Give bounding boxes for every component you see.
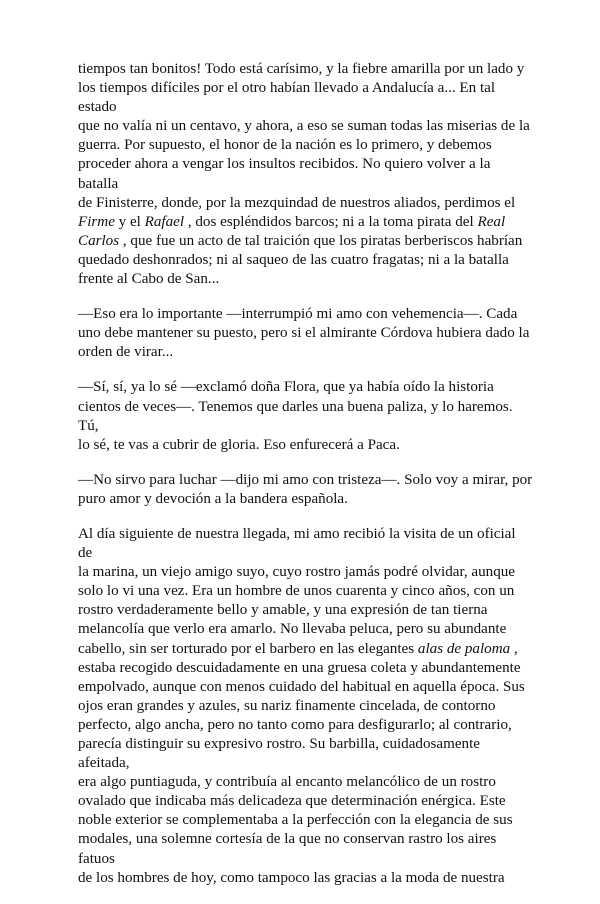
text-segment: —No sirvo para luchar —dijo mi amo con tristeza—. Solo voy a mirar, por puro amor y devoción a la bandera española. xyxy=(78,471,533,507)
text-segment: —Eso era lo importante —interrumpió mi amo con vehemencia—. Cada uno debe mantener su puesto, pero si el almirante Córdova hubiera dado la orden de virar... xyxy=(78,306,530,361)
text-segment: , estaba recogido descuidadamente en una gruesa coleta y abundantemente empolvado, aunque con menos cuidado del habitual en aquella época. Sus ojos eran grandes y azules, su nariz finamente cincelada, de contorno perfecto, algo ancha, pero no tanto como para desfigurarlo; al contrario, parecía distinguir su expresivo rostro. Su barbilla, cuidadosamente afeitada, era algo puntiaguda, y contribuía al encanto melancólico de un rostro ovalado que indicaba más delicadeza que determinación enérgica. Este noble exterior se complementaba a la perfección con la elegancia de sus modales, una solemne cortesía de la que no conservan rastro los aires fatuos de los hombres de hoy, como tampoco las gracias a la moda de nuestra xyxy=(78,640,525,886)
paragraph-4 xyxy=(78,471,533,509)
document-page xyxy=(78,60,533,904)
italic-text-segment: Real Carlos xyxy=(78,213,506,249)
italic-text-segment: Rafael xyxy=(144,213,185,230)
paragraph-3 xyxy=(78,378,533,454)
paragraph-1 xyxy=(78,60,533,289)
paragraph-2 xyxy=(78,305,533,362)
italic-text-segment: Firme xyxy=(78,213,115,230)
text-segment: tiempos tan bonitos! Todo está carísimo, y la fiebre amarilla por un lado y los tiempos difíciles por el otro habían llevado a Andalucía a... En tal estado que no valía ni un centavo, y ahora, a eso se suman todas las miserias de la guerra. Por supuesto, el honor de la nación es lo primero, y debemos proceder ahora a vengar los insultos recibidos. No quiero volver a la batalla de Finisterre, donde, por la mezquindad de nuestros aliados, perdimos el xyxy=(78,61,530,211)
text-segment: , que fue un acto de tal traición que los piratas berberiscos habrían quedado deshonrados; ni al saqueo de las cuatro fragatas; ni a la batalla frente al Cabo de San... xyxy=(78,232,523,288)
text-segment: —Sí, sí, ya lo sé —exclamó doña Flora, que ya había oído la historia cientos de veces—. Tenemos que darles una buena paliza, y lo haremos. Tú, lo sé, te vas a cubrir de gloria. Eso enfurecerá a Paca. xyxy=(78,379,513,453)
italic-text-segment: alas de paloma xyxy=(417,640,511,657)
text-segment: y el xyxy=(114,213,145,230)
text-segment: , dos espléndidos barcos; ni a la toma pirata del xyxy=(184,213,478,230)
paragraph-5 xyxy=(78,525,533,888)
text-segment: Al día siguiente de nuestra llegada, mi amo recibió la visita de un oficial de la marina, un viejo amigo suyo, cuyo rostro jamás podré olvidar, aunque solo lo vi una vez. Era un hombre de unos cuarenta y cinco años, con un rostro verdaderamente bello y amable, y una expresión de tan tierna melancolía que verlo era amarlo. No llevaba peluca, pero su abundante cabello, sin ser torturado por el barbero en las elegantes xyxy=(78,525,516,657)
